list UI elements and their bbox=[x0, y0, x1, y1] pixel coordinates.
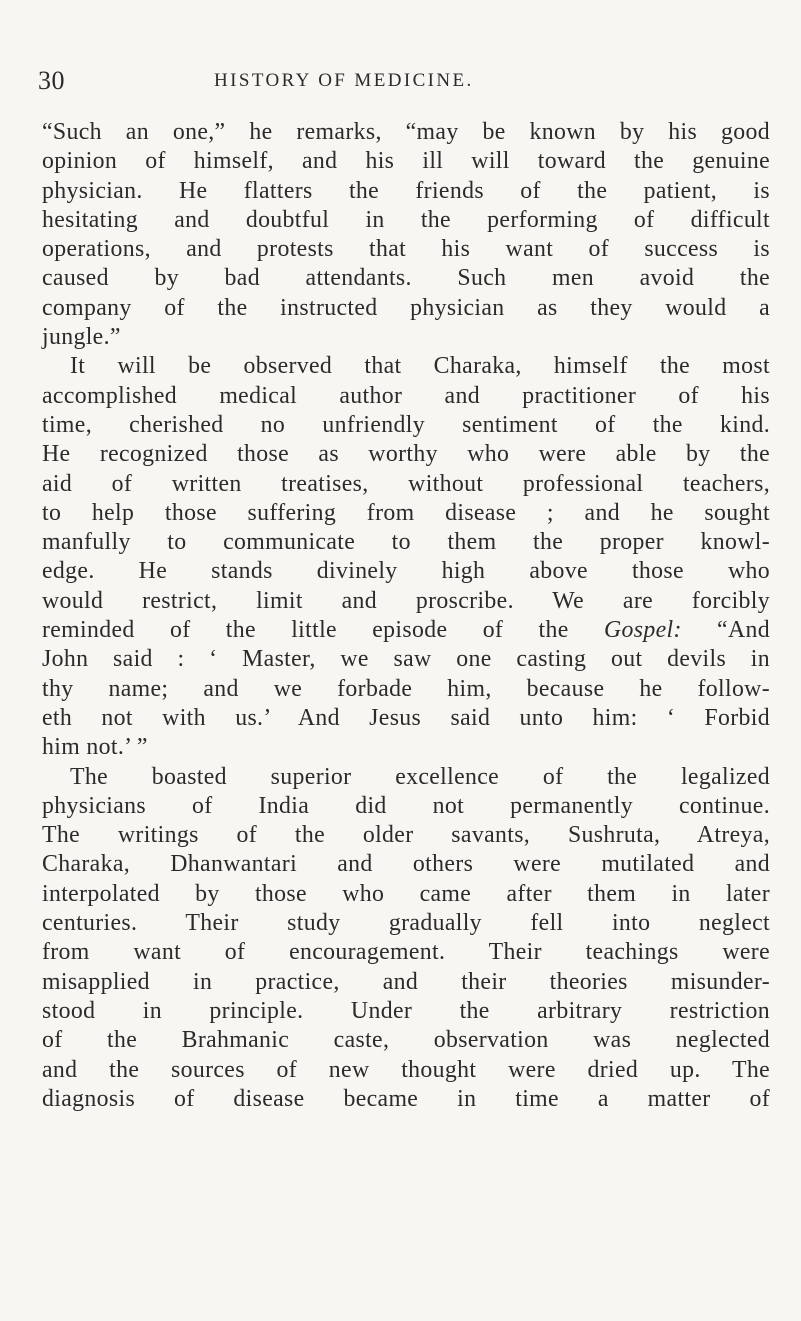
text-line: jungle.” bbox=[42, 324, 121, 351]
text-line: to help those suffering from disease ; and he sought bbox=[42, 499, 770, 526]
text-line: company of the instructed physician as they would a bbox=[42, 294, 770, 321]
text-line: from want of encouragement. Their teachings were bbox=[42, 939, 770, 966]
text-fragment: reminded of the little episode of the bbox=[42, 617, 604, 644]
text-line: operations, and protests that his want of success is bbox=[42, 236, 770, 263]
text-line: time, cherished no unfriendly sentiment of the kind. bbox=[42, 411, 770, 438]
text-line: eth not with us.’ And Jesus said unto him: ‘ Forbid bbox=[42, 704, 770, 731]
text-line: John said : ‘ Master, we saw one casting out devils in bbox=[42, 646, 770, 673]
text-line: thy name; and we forbade him, because he follow- bbox=[42, 675, 770, 702]
text-line: edge. He stands divinely high above those who bbox=[42, 558, 770, 585]
text-line: would restrict, limit and proscribe. We are forcibly bbox=[42, 587, 770, 614]
text-line: physician. He flatters the friends of the patient, is bbox=[42, 177, 770, 204]
paragraph-start-line: The boasted superior excellence of the legalized bbox=[70, 763, 770, 790]
page-number: 30 bbox=[38, 66, 65, 95]
text-line: and the sources of new thought were dried up. The bbox=[42, 1056, 770, 1083]
body-text bbox=[42, 118, 770, 1143]
text-line: interpolated by those who came after them in later bbox=[42, 880, 770, 907]
text-fragment: “And bbox=[681, 617, 770, 644]
gospel-citation: Gospel: bbox=[603, 617, 682, 644]
text-line: “Such an one,” he remarks, “may be known by his good bbox=[42, 119, 770, 145]
text-line: hesitating and doubtful in the performing of difficult bbox=[42, 206, 770, 233]
text-line: of the Brahmanic caste, observation was neglected bbox=[42, 1027, 770, 1054]
text-line: physicians of India did not permanently continue. bbox=[42, 792, 770, 819]
paragraph-start-line: It will be observed that Charaka, himself the most bbox=[70, 353, 770, 380]
text-line: manfully to communicate to them the proper knowl- bbox=[42, 529, 770, 556]
text-line: The writings of the older savants, Sushruta, Atreya, bbox=[42, 822, 770, 849]
text-line bbox=[42, 1114, 770, 1143]
text-line: misapplied in practice, and their theories misunder- bbox=[42, 968, 770, 995]
text-line: diagnosis of disease became in time a matter of bbox=[42, 1085, 770, 1112]
text-line: opinion of himself, and his ill will toward the genuine bbox=[42, 148, 770, 175]
text-line: aid of written treatises, without professional teachers, bbox=[42, 470, 770, 497]
text-line: him not.’ ” bbox=[42, 734, 148, 761]
text-line: He recognized those as worthy who were able by the bbox=[42, 441, 770, 468]
page-header bbox=[38, 66, 778, 100]
text-line: accomplished medical author and practitioner of his bbox=[42, 382, 770, 409]
text-line: centuries. Their study gradually fell into neglect bbox=[42, 910, 770, 937]
text-line: Charaka, Dhanwantari and others were mutilated and bbox=[42, 851, 770, 878]
running-head: HISTORY OF MEDICINE. bbox=[214, 70, 474, 91]
text-line: caused by bad attendants. Such men avoid the bbox=[42, 265, 770, 292]
gospel-reference-line bbox=[42, 616, 770, 645]
text-line: stood in principle. Under the arbitrary restriction bbox=[42, 997, 770, 1024]
